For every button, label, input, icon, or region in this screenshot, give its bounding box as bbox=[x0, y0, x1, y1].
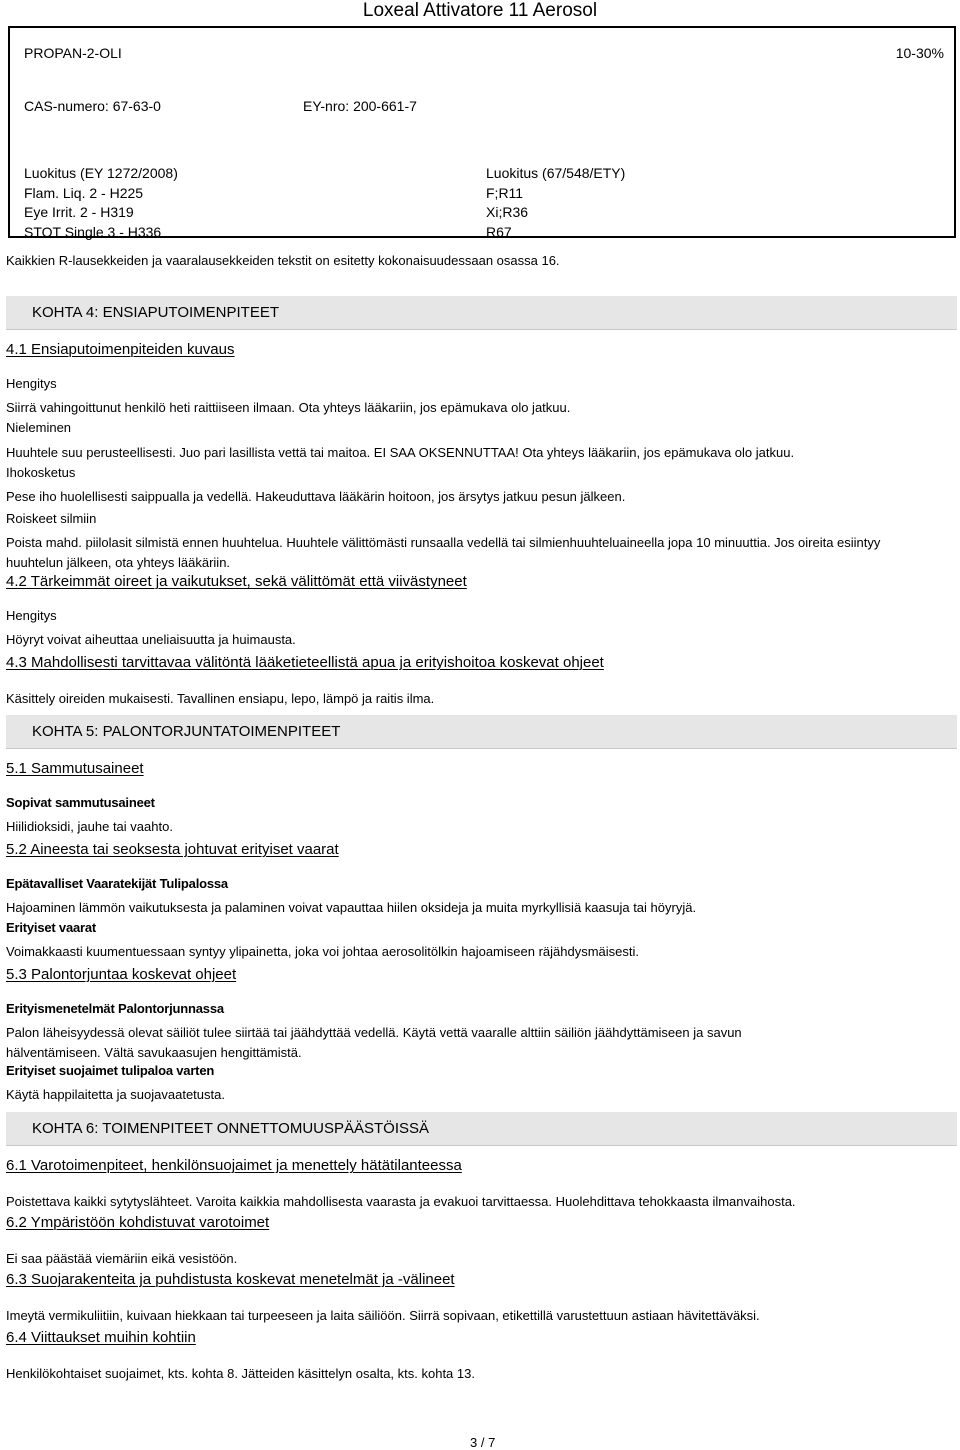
clp-line: Eye Irrit. 2 - H319 bbox=[24, 204, 134, 220]
text-6-2: Ei saa päästää viemäriin eikä vesistöön. bbox=[6, 1251, 238, 1266]
text-inhalation-symptoms: Höyryt voivat aiheuttaa uneliaisuutta ja huimausta. bbox=[6, 632, 296, 647]
section-6-bar bbox=[6, 1112, 957, 1146]
heading-5-3: 5.3 Palontorjuntaa koskevat ohjeet bbox=[6, 966, 237, 983]
heading-4-2: 4.2 Tärkeimmät oireet ja vaikutukset, sekä välittömät että viivästyneet bbox=[6, 573, 467, 590]
full-text-note: Kaikkien R-lausekkeiden ja vaaralausekkeiden tekstit on esitetty kokonaisuudessaan osassa 16. bbox=[6, 253, 560, 268]
section-4-bar bbox=[6, 296, 957, 330]
ingredient-concentration: 10-30% bbox=[895, 45, 944, 61]
cas-number: CAS-numero: 67-63-0 bbox=[24, 98, 161, 114]
text-ingestion: Huuhtele suu perusteellisesti. Juo pari lasillista vettä tai maitoa. EI SAA OKSENNUTTAA! Ota yhteys lääkariin, jos epämukava olo jatkuu. bbox=[6, 445, 795, 460]
heading-4-1: 4.1 Ensiaputoimenpiteiden kuvaus bbox=[6, 341, 235, 358]
clp-line: Flam. Liq. 2 - H225 bbox=[24, 184, 144, 201]
section-5-bar bbox=[6, 715, 957, 749]
dsd-line: Xi;R36 bbox=[486, 204, 529, 220]
clp-classification bbox=[24, 164, 178, 242]
page-number: 3 / 7 bbox=[470, 1435, 496, 1450]
heading-6-3: 6.3 Suojarakenteita ja puhdistusta koskevat menetelmät ja -välineet bbox=[6, 1271, 455, 1288]
text-skin: Pese iho huolellisesti saippualla ja vedellä. Hakeuduttava lääkärin hoitoon, jos ärsytys jatkuu pesun jälkeen. bbox=[6, 489, 626, 504]
heading-6-1: 6.1 Varotoimenpiteet, henkilönsuojaimet ja menettely hätätilanteessa bbox=[6, 1157, 462, 1174]
label-unusual-hazards: Epätavalliset Vaaratekijät Tulipalossa bbox=[6, 876, 228, 891]
label-protective-equipment: Erityiset suojaimet tulipaloa varten bbox=[6, 1063, 215, 1078]
label-firefighting-methods: Erityismenetelmät Palontorjunnassa bbox=[6, 1001, 224, 1016]
text-specific-hazards: Voimakkaasti kuumentuessaan syntyy ylipainetta, joka voi johtaa aerosolitölkin hajoamiseen räjähdysmäisesti. bbox=[6, 944, 640, 959]
text-extinguishing-media: Hiilidioksidi, jauhe tai vaahto. bbox=[6, 819, 173, 834]
section-4-title: KOHTA 4: ENSIAPUTOIMENPITEET bbox=[32, 304, 279, 321]
ingredient-box bbox=[8, 26, 956, 238]
heading-5-2: 5.2 Aineesta tai seoksesta johtuvat erityiset vaarat bbox=[6, 841, 339, 858]
heading-5-1: 5.1 Sammutusaineet bbox=[6, 760, 144, 777]
text-treatment: Käsittely oireiden mukaisesti. Tavallinen ensiapu, lepo, lämpö ja raitis ilma. bbox=[6, 691, 435, 706]
text-6-3: Imeytä vermikuliitiin, kuivaan hiekkaan tai turpeeseen ja laita säiliöön. Siirrä sopivaan, etikettillä varustettuun astiaan hävitettäväksi. bbox=[6, 1308, 760, 1323]
text-eyes: Poista mahd. piilolasit silmistä ennen huuhtelua. Huuhtele välittömästi runsaalla vedellä tai silmienhuuhteluaineella jopa 10 minuuttia. Jos oireita esiintyy huuhtelun jälkeen, ota yhteys lääkäriin. bbox=[6, 535, 881, 570]
label-inhalation: Hengitys bbox=[6, 376, 57, 391]
ec-number: EY-nro: 200-661-7 bbox=[303, 98, 417, 114]
label-ingestion: Nieleminen bbox=[6, 420, 72, 435]
dsd-classification bbox=[486, 164, 625, 242]
text-inhalation: Siirrä vahingoittunut henkilö heti raittiiseen ilmaan. Ota yhteys lääkariin, jos epämukava olo jatkuu. bbox=[6, 400, 571, 415]
dsd-line: F;R11 bbox=[486, 184, 524, 201]
text-firefighting-methods: Palon läheisyydessä olevat säiliöt tulee siirtää tai jäähdyttää vedellä. Käytä vettä vaaralle alttiin säiliön jäähdyttämiseen ja savun hälventämiseen. Vältä savukaasujen hengittämistä. bbox=[6, 1025, 742, 1060]
text-unusual-hazards: Hajoaminen lämmön vaikutuksesta ja palaminen voivat vapauttaa hiilen oksideja ja muita myrkyllisiä kaasuja tai höyryjä. bbox=[6, 900, 697, 915]
section-5-title: KOHTA 5: PALONTORJUNTATOIMENPITEET bbox=[32, 723, 341, 740]
dsd-line: Luokitus (67/548/ETY) bbox=[486, 165, 626, 181]
document-title: Loxeal Attivatore 11 Aerosol bbox=[362, 0, 598, 21]
ingredient-name: PROPAN-2-OLI bbox=[24, 45, 122, 61]
heading-4-3: 4.3 Mahdollisesti tarvittavaa välitöntä lääketieteellistä apua ja erityishoitoa koskevat ohjeet bbox=[6, 654, 604, 671]
label-extinguishing-media: Sopivat sammutusaineet bbox=[6, 795, 155, 810]
heading-6-4: 6.4 Viittaukset muihin kohtiin bbox=[6, 1329, 196, 1346]
dsd-line: R67 bbox=[486, 223, 512, 240]
section-6-title: KOHTA 6: TOIMENPITEET ONNETTOMUUSPÄÄSTÖISSÄ bbox=[32, 1120, 430, 1137]
label-eyes: Roiskeet silmiin bbox=[6, 511, 97, 526]
text-6-4: Henkilökohtaiset suojaimet, kts. kohta 8. Jätteiden käsittelyn osalta, kts. kohta 13. bbox=[6, 1366, 475, 1381]
label-inhalation-symptoms: Hengitys bbox=[6, 608, 57, 623]
label-specific-hazards: Erityiset vaarat bbox=[6, 920, 97, 935]
clp-line: Luokitus (EY 1272/2008) bbox=[24, 165, 178, 181]
clp-line: STOT Single 3 - H336 bbox=[24, 223, 162, 240]
text-6-1: Poistettava kaikki sytytyslähteet. Varoita kaikkia mahdollisesta vaarasta ja evakuoi tarvittaessa. Huolehdittava tehokkaasta ilmanvaihosta. bbox=[6, 1194, 796, 1209]
text-protective-equipment: Käytä happilaitetta ja suojavaatetusta. bbox=[6, 1087, 225, 1102]
label-skin: Ihokosketus bbox=[6, 465, 76, 480]
heading-6-2: 6.2 Ympäristöön kohdistuvat varotoimet bbox=[6, 1214, 270, 1231]
